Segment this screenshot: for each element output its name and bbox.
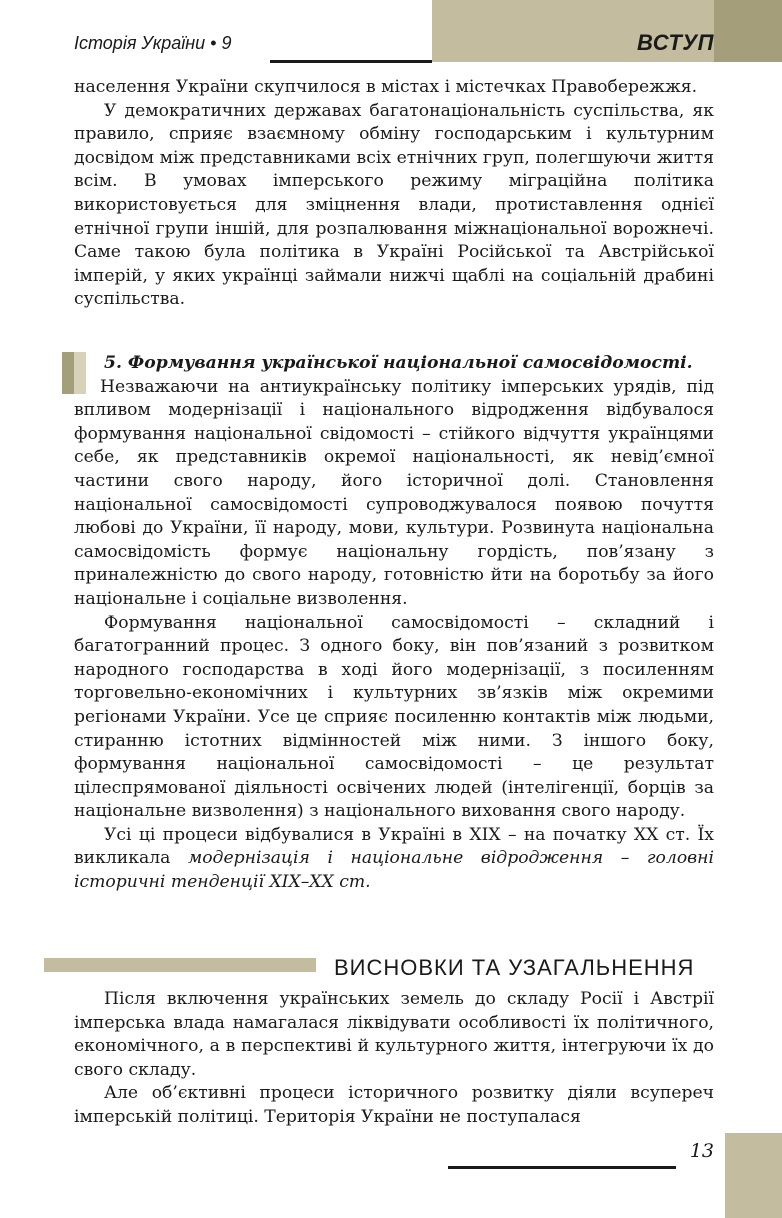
section-5-paragraph: Формування національної самосвідомості – складний і багатогранний процес. З одного боку, він пов’язаний з розвитком народного господарства в ході його модернізації, з посиленням торговельно-економічних і культурних зв’язків між окремими регіонами України. Усе це сприяє посиленню контактів між людьми, стиранню істотних відмінностей між ними. З іншого боку, формування національної самосвідомості – це результат цілеспрямованої діяльності освічених людей (інтелігенції, борців за національне визволення) з національного виховання свого народу. [74, 612, 714, 822]
book-title: Історія України • 9 [74, 33, 232, 53]
section-marker-dark [62, 352, 74, 394]
top-text [74, 76, 714, 312]
conclusions-title: ВИСНОВКИ ТА УЗАГАЛЬНЕННЯ [334, 955, 695, 980]
paragraph-continued: населення України скупчилося в містах і містечках Правобережжя. [74, 77, 698, 97]
plain-text: Усі ці процеси відбувалися в Україні в XIX – на початку XX ст. Їх викликала [74, 824, 714, 869]
conclusion-paragraph: Після включення українських земель до складу Росії і Австрії імперська влада намагалася ліквідувати особливості їх політичного, економічного, а в перспективі й культурного життя, інтегруючи їх до свого складу. [74, 989, 714, 1080]
footer-band [725, 1133, 782, 1218]
footer-rule [448, 1166, 676, 1169]
header-rule [270, 60, 432, 63]
conclusion-paragraph: Але об’єктивні процеси історичного розвитку діяли всупереч імперській політиці. Територія України не поступалася [74, 1083, 714, 1127]
paragraph-democratic: У демократичних державах багатонаціональність суспільства, як правило, сприяє взаємному обміну господарським і культурним досвідом між представниками всіх етнічних груп, полегшуючи життя всім. В умовах імперського режиму міграційна політика використовується для зміцнення влади, протиставлення однієї етнічної групи іншій, для розпалювання міжнаціональної ворожнечі. Саме такою була політика в Україні Російської та Австрійської імперій, у яких українці займали нижчі щаблі на соціальній драбині суспільства. [74, 100, 714, 310]
section-5 [62, 352, 714, 895]
page-number: 13 [689, 1140, 714, 1162]
section-title: ВСТУП [636, 30, 714, 55]
section-5-paragraph-last [74, 824, 714, 895]
section-5-heading: 5. Формування української національної самосвідомості. [104, 353, 693, 373]
conclusions-text [74, 988, 714, 1130]
emphasis-text: модернізація і національне відродження – головні історичні тенденції XIX–XX ст. [74, 848, 714, 893]
section-5-paragraph: Незважаючи на антиукраїнську політику імперських урядів, під впливом модернізації і національного відродження відбувалося формування національної свідомості – стійкого відчуття українцями себе, як представників окремої національності, як невід’ємної частини свого народу, його історичної долі. Становлення національної самосвідомості супроводжувалося появою почуття любові до України, її народу, мови, культури. Розвинута національна самосвідомість формує національну гордість, пов’язану з приналежністю до свого народу, готовністю йти на боротьбу за його національне і соціальне визволення. [74, 376, 714, 609]
header-band-dark [714, 0, 782, 62]
conclusions-bar [44, 958, 316, 972]
section-marker-light [74, 352, 86, 394]
